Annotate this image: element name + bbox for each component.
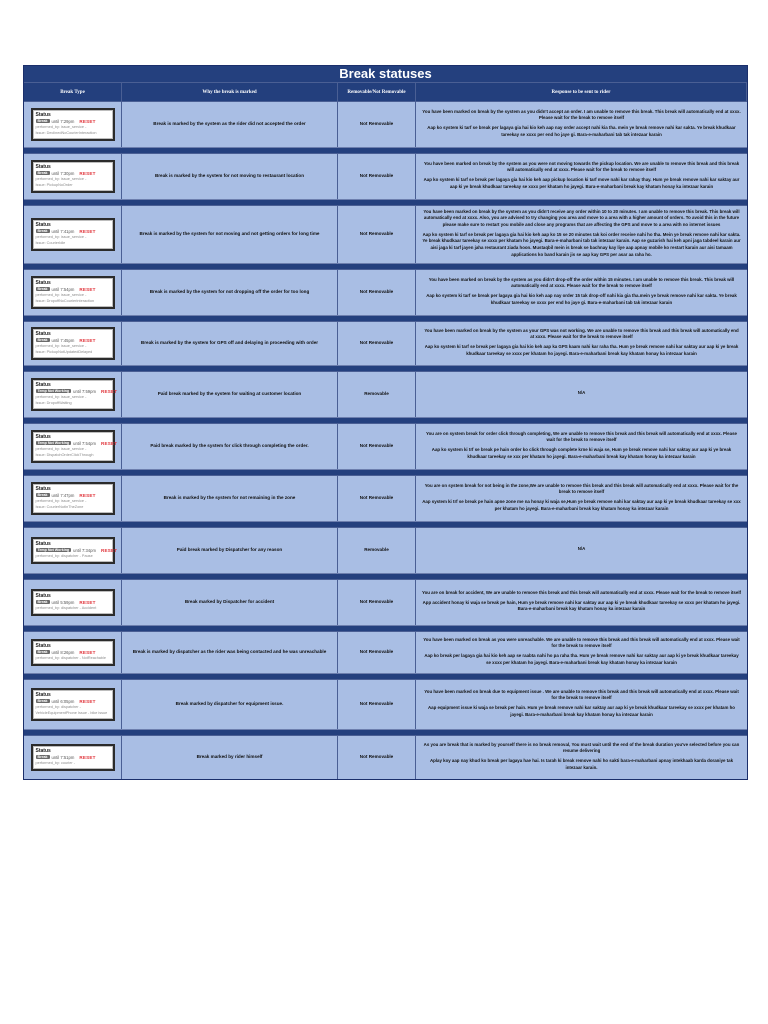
reset-button[interactable]: RESET — [79, 649, 96, 655]
response-text — [416, 274, 747, 311]
status-line — [36, 493, 110, 498]
why-text: Break is marked by dispatcher as the rider was being contacted and he was unreachable — [132, 649, 327, 655]
why-text: Break is marked by the system for not moving to restaurant location — [154, 173, 305, 179]
break-until-time: until 7:29pm — [51, 118, 75, 124]
why-text: Break marked by dispatcher for equipment issue. — [175, 701, 284, 707]
reset-button[interactable]: RESET — [79, 698, 96, 704]
break-until-time: until 7:54pm — [73, 440, 96, 446]
status-line — [36, 119, 110, 124]
status-badge: Break — [37, 229, 48, 234]
response-paragraph: Aap ko system ki tarf se break per lagaya gia hai kio keh aap pickup location ki tarf move nahi kar rahay thay. Hum ye break remove nahi kar saktay aur aap ki ye break khudkaar tareekay se xxxx per khatam ho jayegi. Bara-e-maharbani break kay khatam honay ka intezaar karain — [423, 177, 740, 189]
status-line — [36, 338, 110, 343]
break-type-cell — [24, 631, 122, 673]
response-paragraph: N/A — [577, 390, 586, 396]
response-text — [416, 739, 747, 776]
performed-by-text: performed_by: issue_service - — [35, 124, 87, 129]
removable-text: Not Removable — [359, 443, 394, 449]
response-text — [416, 158, 747, 195]
response-paragraph: You are on break for accident, We are unable to remove this break and this break will automatically end at xxxx. Please wait for the break to remove itself — [422, 590, 741, 596]
removable-cell — [338, 205, 416, 263]
removable-cell — [338, 269, 416, 315]
break-status-sheet — [23, 65, 748, 780]
removable-text: Removable — [364, 391, 389, 397]
break-until-time: until 7:51pm — [51, 754, 75, 760]
removable-text: Not Removable — [359, 599, 394, 605]
status-card-title: Status — [35, 433, 51, 440]
why-text: Paid break marked by the system for click through completing the order. — [150, 443, 309, 449]
response-paragraph: Aap ko break per lagaya gia hai kio keh aap se raabta nahi ho pa raha tha. Hum ye break remove nahi kar saktay aur aap ki ye break khudkaar tareekay se xxxx per khatam ho jayegi. Bara-e-maharbani break kay khatam honay ka intezaar karain — [424, 653, 739, 665]
status-line — [36, 650, 110, 655]
removable-cell — [338, 631, 416, 673]
break-until-time: until 7:59pm — [73, 388, 96, 394]
why-cell — [122, 475, 338, 521]
response-cell — [416, 735, 747, 779]
response-paragraph: Aap system ki trf se break pe hain apne zone me na honay ki waja se,Hum ye break remove nahi kar saktay aur aap ki ye break khudkaar tareekay se xxx per khatam ho jayegi. Bara-e-maharbani break kay khatam honay ka intezaar karain — [422, 499, 741, 511]
response-paragraph: Aplay koy aap nay khud ko break per lagaya hae hai. Is tarah ki break remove nahi ho sakti bara-e-maharbani apnay intekhaab karda doraniye tak intezaar karain. — [429, 758, 734, 770]
table-row — [24, 101, 747, 147]
why-cell — [122, 423, 338, 469]
response-text — [416, 686, 747, 723]
table-body — [24, 101, 747, 779]
response-text — [416, 428, 747, 465]
status-badge: Break — [37, 171, 48, 176]
removable-cell — [338, 735, 416, 779]
removable-text: Not Removable — [359, 121, 394, 127]
status-card — [31, 218, 115, 251]
table-row — [24, 631, 747, 673]
status-line — [36, 547, 118, 553]
status-card-title: Status — [35, 592, 51, 599]
table-row — [24, 679, 747, 729]
status-card — [31, 160, 115, 193]
response-paragraph: You have been marked on break by the system as you didn't accept an order. I am unable to remove this break. This break will automatically end at xxxx. Please wait for the break to remove itself — [422, 108, 741, 121]
why-cell — [122, 153, 338, 199]
response-cell — [416, 371, 747, 417]
performed-by-text: performed_by: dispatcher - — [35, 704, 81, 709]
response-paragraph: Aap ko system ki tarf se break per lagaya gia hai kio keh aap ka GPS kaam nahi kar raha tha. Hum ye break remove nahi kar saktay aur aap ki ye break khudkaar tareekay se xxxx per khatam ho jayegi. Bara-e-maharbani break kay khatam honay ka intezaar karain — [424, 344, 739, 356]
status-card-title: Status — [35, 163, 51, 170]
break-type-cell — [24, 205, 122, 263]
status-line — [36, 287, 110, 292]
response-paragraph: You have been marked on break due to equipment issue . We are unable to remove this break and this break will automatically end at xxxx. Please wait for the break to remove itself — [424, 688, 739, 701]
response-cell — [416, 679, 747, 729]
status-card-title: Status — [35, 330, 51, 337]
removable-text: Not Removable — [359, 649, 394, 655]
response-cell — [416, 527, 747, 573]
status-badge: Break — [37, 600, 48, 605]
performed-by-text: performed_by: issue_service - — [35, 498, 87, 503]
break-type-cell — [24, 579, 122, 625]
table-row — [24, 153, 747, 199]
removable-cell — [338, 527, 416, 573]
response-cell — [416, 101, 747, 147]
response-paragraph: N/A — [577, 546, 586, 552]
response-text — [416, 634, 747, 671]
response-text — [572, 387, 592, 402]
response-paragraph: You are on system break for order click through completing, We are unable to remove this break and this break will automatically end at xxxx. Please wait for the break to remove itself — [426, 430, 737, 443]
removable-cell — [338, 153, 416, 199]
status-line — [36, 600, 110, 605]
reset-button[interactable]: RESET — [100, 547, 118, 553]
break-type-cell — [24, 153, 122, 199]
break-type-cell — [24, 527, 122, 573]
status-card-title: Status — [35, 279, 51, 286]
why-cell — [122, 205, 338, 263]
removable-text: Not Removable — [359, 231, 394, 237]
status-badge: Break — [37, 338, 48, 343]
reset-button[interactable]: RESET — [79, 492, 96, 498]
status-card — [31, 537, 118, 564]
response-text — [572, 543, 592, 558]
status-card — [31, 276, 115, 309]
performed-by-text: performed_by: dispatcher - NotReachable — [35, 655, 106, 660]
reset-button[interactable]: RESET — [79, 118, 96, 124]
why-text: Break marked by Dispatcher for accident — [184, 599, 275, 605]
removable-text: Not Removable — [359, 754, 394, 760]
status-card — [31, 589, 115, 616]
status-line — [36, 171, 110, 176]
header-break-type: Break Type — [24, 83, 122, 101]
removable-text: Not Removable — [359, 340, 394, 346]
response-cell — [416, 579, 747, 625]
break-type-cell — [24, 101, 122, 147]
performed-by-text: performed_by: courier - — [35, 760, 75, 765]
removable-text: Not Removable — [359, 173, 394, 179]
status-card-title: Status — [35, 111, 51, 118]
break-type-cell — [24, 679, 122, 729]
why-cell — [122, 269, 338, 315]
removable-cell — [338, 321, 416, 365]
removable-cell — [338, 101, 416, 147]
why-cell — [122, 527, 338, 573]
status-card-title: Status — [35, 381, 51, 388]
table-row — [24, 205, 747, 263]
status-badge: Break — [37, 119, 48, 124]
break-until-time: until 7:30pm — [51, 170, 75, 176]
response-text — [416, 587, 747, 618]
status-card-title: Status — [35, 747, 51, 754]
status-badge: Temp Not Working — [37, 548, 70, 553]
removable-cell — [338, 475, 416, 521]
response-paragraph: You have been marked on break by the system as you were not moving towards the pickup location. We are unable to remove this break and this break will automatically end at xxxx. Please wait for the break to remove itself — [423, 160, 740, 173]
status-card-title: Status — [35, 642, 51, 649]
sheet-title: Break statuses — [24, 65, 747, 82]
status-line — [36, 388, 118, 394]
performed-by-text: Issue: DispatchOrderClickThrough — [35, 453, 94, 457]
status-card-title: Status — [35, 221, 51, 228]
removable-cell — [338, 423, 416, 469]
status-badge: Temp Not Working — [37, 441, 70, 446]
status-card — [31, 108, 115, 141]
response-paragraph: You have been marked on break by the system as your GPS was not working. We are unable to remove this break and this break will automatically end at xxxx. Please wait for the break to remove itself — [424, 327, 739, 340]
response-paragraph: Aap ko system ki tarf se break per lagaya gia hai kio keh aap nay order 15 tak drop-off nahi kia gia tha.mein ye break remove nahi kar sakta. Ye break khudkaar tareekay se xxxx per end ho jaye gi. Bara-e-maharbani tab tak intezaar karain — [426, 293, 737, 305]
status-card — [31, 327, 115, 360]
status-line — [36, 755, 110, 760]
response-paragraph: Aap ko system ki tarf se break per lagaya gia hai kio keh aap nay order accept nahi kia tha. mein ye break remove nahi kar sakta. Ye break khudkaar tareekay se xxxx per end ho jaye gi. Bara-e-maharbani tab tak intezaar karain — [427, 125, 736, 137]
removable-text: Not Removable — [359, 495, 394, 501]
status-card — [31, 639, 115, 666]
table-row — [24, 735, 747, 779]
break-until-time: until 6:05pm — [51, 698, 75, 704]
reset-button[interactable]: RESET — [79, 599, 96, 605]
performed-by-text: performed_by: issue_service - — [35, 292, 87, 297]
status-line — [36, 699, 110, 704]
why-text: Break marked by rider himself — [196, 754, 263, 760]
response-paragraph: You have been marked on break by the system as you didn't drop-off the order within 15 minutes. I am unable to remove this break. This break will automatically end at xxxx. Please wait for the break to remove itself — [428, 276, 735, 289]
response-paragraph: You have been marked on break by the system as you didn't receive any order within 10 to 20 minutes. I am unable to remove this break. This break will automatically end at xxxx. Also, you are advised to try changing you area and move to a area with a higher amount of orders. To avoid this in the future please make sure to restart you mobile and close any programs that are affecting the GPS and move to a area with no internet issues — [423, 208, 740, 228]
removable-text: Not Removable — [359, 289, 394, 295]
why-cell — [122, 371, 338, 417]
removable-cell — [338, 579, 416, 625]
why-text: Break is marked by the system for not dropping off the order for too long — [149, 289, 310, 295]
performed-by-text: VehicleEquipmentPhone Issue - bike issue — [35, 711, 108, 715]
header-response: Response to be sent to rider — [416, 83, 747, 101]
response-text — [416, 106, 747, 143]
reset-button[interactable]: RESET — [79, 228, 96, 234]
performed-by-text: performed_by: issue_service - — [35, 343, 87, 348]
status-badge: Break — [37, 650, 48, 655]
removable-text: Not Removable — [359, 701, 394, 707]
performed-by-text: performed_by: dispatcher - Accident — [35, 605, 97, 610]
break-type-cell — [24, 423, 122, 469]
reset-button[interactable]: RESET — [79, 337, 96, 343]
status-badge: Break — [37, 699, 48, 704]
response-paragraph: Aap ko system ki tarf se break per lagaya gia hai kio keh aap ko 15 se 20 minutes tak koi order receive nahi ho tha. Mein ye break remove nahi kar sakta. Ye break khudkaar tareekay se xxxx per khatam ho jayegi. Bara-e-maharbani tab tak intezaar karain. Aap se guzarish hai keh apni jaga tabdeel karain aur aisi jaga ki tarf jayen jaha restaurant ziada hoon. Mustaqbil mein is break se bachnay kay liye aap apnay mobile ko restart karain aur aisi tamaam applications ko band karain jis se aap kay GPS per asar aa raha ho. — [422, 231, 741, 257]
reset-button[interactable]: RESET — [100, 440, 118, 446]
break-type-cell — [24, 735, 122, 779]
performed-by-text: Issue: DropoffWaiting — [35, 401, 72, 405]
status-card-title: Status — [35, 691, 51, 698]
break-until-time: until 7:47pm — [51, 492, 75, 498]
why-cell — [122, 321, 338, 365]
response-cell — [416, 321, 747, 365]
response-paragraph: Aap equipment issue ki waja se break per hain. Hum ye break remove nahi kar saktay aur aap ki ye break khudkaar tareekay se xxxx per khatam ho jayegi. Bara-e-maharbani break kay khatam honay ka intezaar karain — [427, 705, 735, 717]
header-why: Why the break is marked — [122, 83, 338, 101]
why-text: Break is marked by the system for not remaining in the zone — [163, 495, 296, 501]
status-badge: Temp Not Working — [37, 389, 70, 394]
performed-by-text: Issue: PickupNoOrder — [35, 183, 73, 187]
reset-button[interactable]: RESET — [79, 170, 96, 176]
response-paragraph: You have been marked on break as you were unreachable. We are unable to remove this break and this break will automatically end at xxxx. Please wait for the break to remove itself — [423, 636, 740, 649]
why-text: Paid break marked by the system for waiting at customer location — [157, 391, 302, 397]
response-paragraph: Aap ko system ki trf se break pe hain order ko click through complete krne ki waja se, Hum ye break remove nahi kar saktay aur aap ki ye break khudkaar tareekay se xxx per khatam ho jayegi. Bara-e-maharbani break kay khatam honay ka intezaar karain — [431, 447, 732, 459]
why-cell — [122, 679, 338, 729]
status-card — [31, 482, 115, 515]
performed-by-text: performed_by: issue_service - — [35, 446, 87, 451]
response-text — [416, 206, 747, 263]
table-row — [24, 475, 747, 521]
status-line — [36, 440, 118, 446]
response-cell — [416, 205, 747, 263]
reset-button[interactable]: RESET — [100, 388, 118, 394]
reset-button[interactable]: RESET — [79, 286, 96, 292]
break-until-time: until 7:45pm — [51, 337, 75, 343]
status-card — [31, 744, 115, 771]
break-until-time: until 7:54pm — [51, 286, 75, 292]
why-cell — [122, 631, 338, 673]
removable-cell — [338, 371, 416, 417]
why-text: Break is marked by the system as the rider did not accepted the order — [153, 121, 306, 127]
why-cell — [122, 101, 338, 147]
table-row — [24, 579, 747, 625]
performed-by-text: Issue: DeclinedNoCourierInteraction — [35, 131, 97, 135]
response-paragraph: App accident honay ki waja se break pe hain, Hum ye break remove nahi kar saktay aur aap ki ye break khudkaar tareekay se xxxx per khatam ho jayegi. Bara-e-maharbani break kay khatam honay ka intezaar karain — [422, 599, 741, 612]
response-paragraph: As you are break that is marked by yourself there is no break removal, You must wait until the end of the break duration you've selected before you can resume delivering — [423, 741, 740, 754]
response-text — [416, 325, 747, 362]
performed-by-text: Issue: PickupNotUpdatedDelayed — [35, 350, 93, 354]
performed-by-text: performed_by: issue_service - — [35, 234, 87, 239]
table-row — [24, 423, 747, 469]
performed-by-text: Issue: CourierNotInTheZone — [35, 505, 84, 509]
break-type-cell — [24, 371, 122, 417]
reset-button[interactable]: RESET — [79, 754, 96, 760]
performed-by-text: performed_by: issue_service - — [35, 394, 87, 399]
status-badge: Break — [37, 287, 48, 292]
break-until-time: until 8:26pm — [51, 649, 75, 655]
response-cell — [416, 423, 747, 469]
response-cell — [416, 475, 747, 521]
status-card — [31, 688, 115, 721]
response-text — [416, 480, 747, 517]
break-type-cell — [24, 475, 122, 521]
performed-by-text: performed_by: issue_service - — [35, 176, 87, 181]
break-type-cell — [24, 321, 122, 365]
status-card-title: Status — [35, 485, 51, 492]
why-cell — [122, 579, 338, 625]
why-text: Break is marked by the system for GPS off and delaying in proceeding with order — [140, 340, 319, 346]
status-card — [31, 430, 118, 463]
status-badge: Break — [37, 493, 48, 498]
why-cell — [122, 735, 338, 779]
table-row — [24, 269, 747, 315]
break-type-cell — [24, 269, 122, 315]
table-header — [24, 82, 747, 101]
table-row — [24, 371, 747, 417]
response-cell — [416, 269, 747, 315]
header-removable: Removable/Not Removable — [338, 83, 416, 101]
status-badge: Break — [37, 755, 48, 760]
break-until-time: until 7:41pm — [51, 228, 75, 234]
removable-text: Removable — [364, 547, 389, 553]
performed-by-text: performed_by: dispatcher - Pause — [35, 553, 93, 558]
removable-cell — [338, 679, 416, 729]
break-until-time: until 7:34pm — [73, 547, 96, 553]
status-card-title: Status — [35, 540, 51, 547]
response-paragraph: You are on system break for not being in the zone,We are unable to remove this break and this break will automatically end at xxxx. Please wait for the break to remove itself — [424, 482, 739, 495]
performed-by-text: Issue: CourierIdle — [35, 241, 66, 245]
why-text: Break is marked by the system for not moving and not getting orders for long time — [139, 231, 320, 237]
response-cell — [416, 153, 747, 199]
response-cell — [416, 631, 747, 673]
status-line — [36, 229, 110, 234]
why-text: Paid break marked by Dispatcher for any reason — [176, 547, 283, 553]
performed-by-text: Issue: DropoffNoCourierInteraction — [35, 299, 95, 303]
table-row — [24, 527, 747, 573]
break-until-time: until 5:59pm — [51, 599, 75, 605]
status-card — [31, 378, 118, 411]
table-row — [24, 321, 747, 365]
